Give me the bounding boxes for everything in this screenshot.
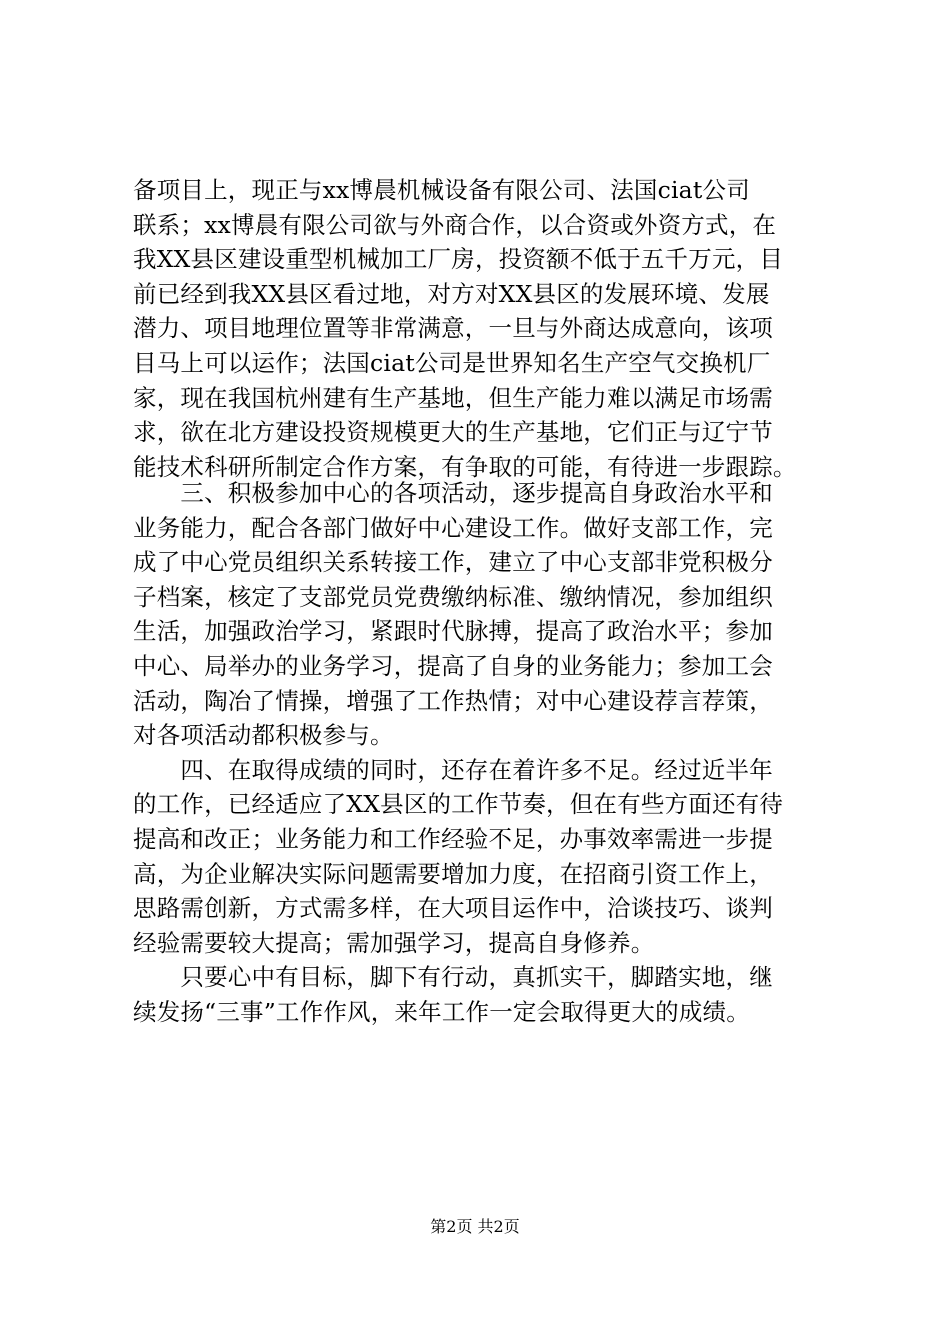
paragraphs-three-to-five — [133, 476, 853, 1030]
text-line: 经验需要较大提高；需加强学习，提高自身修养。 — [133, 928, 655, 957]
text-line: 思路需创新，方式需多样，在大项目运作中，洽谈技巧、谈判 — [133, 894, 773, 923]
text-line: 成了中心党员组织关系转接工作，建立了中心支部非党积极分 — [133, 548, 773, 577]
text-line: 活动，陶冶了情操，增强了工作热情；对中心建设荐言荐策， — [133, 686, 773, 715]
text-line: 三、积极参加中心的各项活动，逐步提高自身政治水平和 — [133, 479, 773, 507]
text-line: 中心、局举办的业务学习，提高了自身的业务能力；参加工会 — [133, 651, 773, 680]
text-line: 对各项活动都积极参与。 — [133, 721, 394, 750]
text-line: 能技术科研所制定合作方案，有争取的可能，有待进一步跟踪。 — [133, 452, 797, 481]
text-line: 四、在取得成绩的同时，还存在着许多不足。经过近半年 — [133, 755, 773, 784]
text-line: 家，现在我国杭州建有生产基地，但生产能力难以满足市场需 — [133, 383, 773, 412]
text-line: 潜力、项目地理位置等非常满意，一旦与外商达成意向，该项 — [133, 314, 773, 343]
text-line: 求，欲在北方建设投资规模更大的生产基地，它们正与辽宁节 — [133, 418, 773, 447]
text-line: 业务能力，配合各部门做好中心建设工作。做好支部工作，完 — [133, 513, 773, 542]
text-line: 只要心中有目标，脚下有行动，真抓实干，脚踏实地，继 — [133, 963, 773, 992]
text-line: 高，为企业解决实际问题需要增加力度，在招商引资工作上， — [133, 859, 773, 888]
text-line: 目马上可以运作；法国ciat公司是世界知名生产空气交换机厂 — [133, 348, 771, 377]
page-footer: 第2页 共2页 — [430, 1217, 520, 1236]
text-line: 续发扬“三事”工作作风，来年工作一定会取得更大的成绩。 — [133, 997, 750, 1026]
text-line: 的工作，已经适应了XX县区的工作节奏，但在有些方面还有待 — [133, 790, 784, 819]
text-line: 生活，加强政治学习，紧跟时代脉搏，提高了政治水平；参加 — [133, 617, 773, 646]
text-line: 前已经到我XX县区看过地，对方对XX县区的发展环境、发展 — [133, 279, 770, 308]
text-line: 我XX县区建设重型机械加工厂房，投资额不低于五千万元，目 — [133, 245, 784, 274]
text-line: 提高和改正；业务能力和工作经验不足，办事效率需进一步提 — [133, 824, 773, 853]
text-line: 子档案，核定了支部党员党费缴纳标准、缴纳情况，参加组织 — [133, 582, 773, 611]
text-line: 联系；xx博晨有限公司欲与外商合作，以合资或外资方式，在 — [133, 210, 777, 239]
paragraph-continuation — [133, 173, 853, 484]
text-line: 备项目上，现正与xx博晨机械设备有限公司、法国ciat公司 — [133, 176, 750, 204]
